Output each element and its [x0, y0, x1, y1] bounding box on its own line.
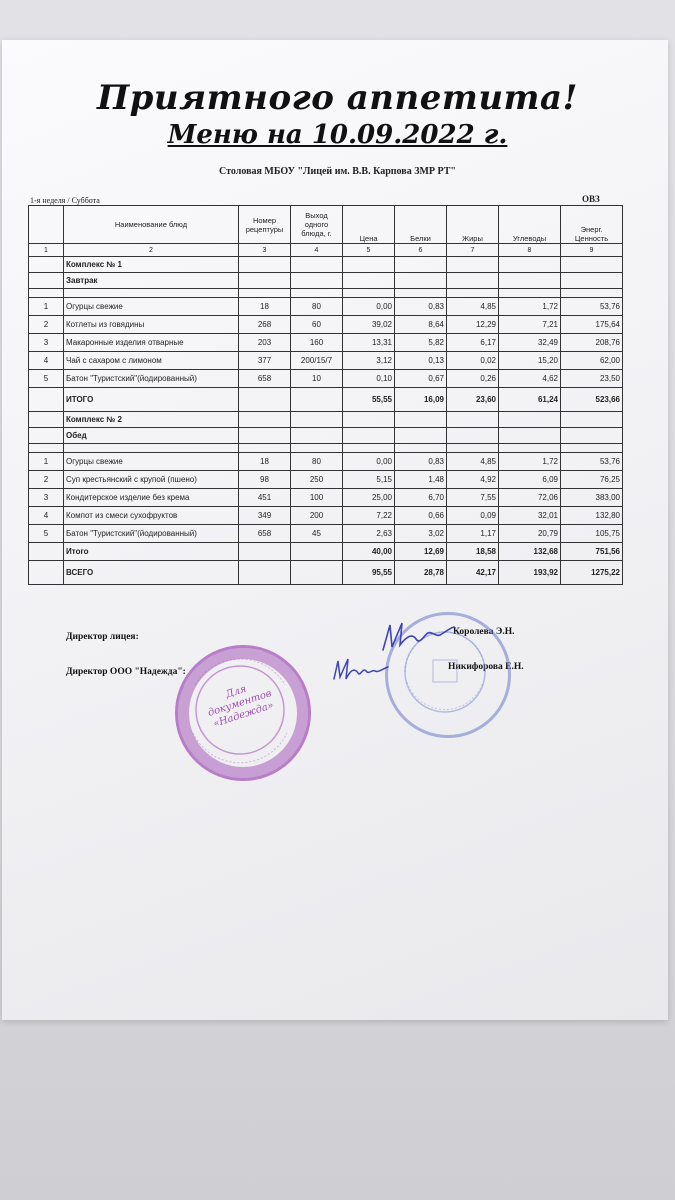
table-row: [29, 370, 623, 388]
total-carbs: 61,24: [499, 388, 561, 412]
col-header-portion-weight: Выход одного блюда, г.: [291, 206, 343, 244]
price: 7,22: [343, 507, 395, 525]
recipe-number: 18: [239, 298, 291, 316]
page-title: Приятного аппетита!: [97, 78, 578, 118]
recipe-number: 451: [239, 489, 291, 507]
carbs: 6,09: [499, 471, 561, 489]
energy: 132,80: [561, 507, 623, 525]
menu-date-title: Меню на 10.09.2022 г.: [167, 120, 508, 150]
dish-name: Компот из смеси сухофруктов: [64, 507, 239, 525]
fats: 0,02: [447, 352, 499, 370]
director-lyceum-label: Директор лицея:: [66, 632, 139, 642]
price: 0,00: [343, 298, 395, 316]
portion-weight: 80: [291, 453, 343, 471]
proteins: 0,13: [395, 352, 447, 370]
col-header-fats: Жиры: [447, 206, 499, 244]
recipe-number: 349: [239, 507, 291, 525]
breakfast-heading-row: [29, 273, 623, 289]
row-number: 3: [29, 489, 64, 507]
price: 0,00: [343, 453, 395, 471]
table-row: [29, 352, 623, 370]
price: 3,12: [343, 352, 395, 370]
fats: 0,26: [447, 370, 499, 388]
table-row: [29, 489, 623, 507]
grand-total-price: 95,55: [343, 561, 395, 585]
row-number: 4: [29, 507, 64, 525]
carbs: 1,72: [499, 453, 561, 471]
carbs: 20,79: [499, 525, 561, 543]
total-label: Итого: [64, 543, 239, 561]
row-number: 4: [29, 352, 64, 370]
table-header-row: [29, 206, 623, 244]
col-number: 2: [64, 244, 239, 257]
energy: 175,64: [561, 316, 623, 334]
price: 25,00: [343, 489, 395, 507]
col-header-energy: Энерг. Ценность: [561, 206, 623, 244]
portion-weight: 250: [291, 471, 343, 489]
carbs: 7,21: [499, 316, 561, 334]
carbs: 1,72: [499, 298, 561, 316]
dish-name: Батон "Туристский"(йодированный): [64, 525, 239, 543]
energy: 53,76: [561, 453, 623, 471]
price: 39,02: [343, 316, 395, 334]
proteins: 3,02: [395, 525, 447, 543]
total-fats: 23,60: [447, 388, 499, 412]
col-number: 4: [291, 244, 343, 257]
col-number: 1: [29, 244, 64, 257]
grand-total-row: [29, 561, 623, 585]
table-row: [29, 316, 623, 334]
director-ooo-name: Никифорова Е.Н.: [448, 662, 524, 672]
total-fats: 18,58: [447, 543, 499, 561]
proteins: 0,67: [395, 370, 447, 388]
carbs: 32,01: [499, 507, 561, 525]
grand-total-proteins: 28,78: [395, 561, 447, 585]
fats: 7,55: [447, 489, 499, 507]
category-label: ОВЗ: [582, 194, 600, 204]
row-number: 5: [29, 525, 64, 543]
dish-name: Суп крестьянский с крупой (пшено): [64, 471, 239, 489]
total-energy: 523,66: [561, 388, 623, 412]
col-number: 3: [239, 244, 291, 257]
energy: 105,75: [561, 525, 623, 543]
portion-weight: 100: [291, 489, 343, 507]
portion-weight: 10: [291, 370, 343, 388]
dish-name: Огурцы свежие: [64, 298, 239, 316]
portion-weight: 160: [291, 334, 343, 352]
dish-name: Батон "Туристский"(йодированный): [64, 370, 239, 388]
grand-total-label: ВСЕГО: [64, 561, 239, 585]
total-price: 40,00: [343, 543, 395, 561]
carbs: 32,49: [499, 334, 561, 352]
proteins: 0,83: [395, 298, 447, 316]
price: 13,31: [343, 334, 395, 352]
organization-name: Столовая МБОУ "Лицей им. В.В. Карпова ЗМР РТ": [219, 166, 456, 177]
dish-name: Котлеты из говядины: [64, 316, 239, 334]
recipe-number: 98: [239, 471, 291, 489]
dish-name: Огурцы свежие: [64, 453, 239, 471]
total-label: ИТОГО: [64, 388, 239, 412]
menu-table: [28, 205, 623, 585]
energy: 383,00: [561, 489, 623, 507]
row-number: 2: [29, 316, 64, 334]
fats: 1,17: [447, 525, 499, 543]
stamp-text: Для документов «Надежда»: [206, 683, 276, 730]
grand-total-energy: 1275,22: [561, 561, 623, 585]
meal-label: Завтрак: [64, 273, 239, 289]
col-number: 7: [447, 244, 499, 257]
fats: 4,85: [447, 453, 499, 471]
col-header-carbs: Углеводы: [499, 206, 561, 244]
complex-1-total-row: [29, 388, 623, 412]
dish-name: Кондитерское изделие без крема: [64, 489, 239, 507]
signature-director-ooo: [330, 653, 392, 688]
col-header-price: Цена: [343, 206, 395, 244]
proteins: 5,82: [395, 334, 447, 352]
total-proteins: 12,69: [395, 543, 447, 561]
complex-2-total-row: [29, 543, 623, 561]
col-number: 8: [499, 244, 561, 257]
lunch-heading-row: [29, 428, 623, 444]
col-header-dish-name: Наименование блюд: [64, 206, 239, 244]
meal-label: Обед: [64, 428, 239, 444]
grand-total-fats: 42,17: [447, 561, 499, 585]
col-number: 9: [561, 244, 623, 257]
energy: 208,76: [561, 334, 623, 352]
dish-name: Макаронные изделия отварные: [64, 334, 239, 352]
table-row: [29, 298, 623, 316]
row-number: 1: [29, 453, 64, 471]
price: 0,10: [343, 370, 395, 388]
total-price: 55,55: [343, 388, 395, 412]
fats: 4,92: [447, 471, 499, 489]
proteins: 0,66: [395, 507, 447, 525]
table-row: [29, 525, 623, 543]
total-proteins: 16,09: [395, 388, 447, 412]
col-header-recipe-number: Номер рецептуры: [239, 206, 291, 244]
col-number: 6: [395, 244, 447, 257]
purple-round-stamp: [175, 645, 311, 781]
complex-1-heading-row: [29, 257, 623, 273]
portion-weight: 200/15/7: [291, 352, 343, 370]
proteins: 6,70: [395, 489, 447, 507]
energy: 23,50: [561, 370, 623, 388]
grand-total-carbs: 193,92: [499, 561, 561, 585]
col-number: 5: [343, 244, 395, 257]
total-energy: 751,56: [561, 543, 623, 561]
recipe-number: 658: [239, 370, 291, 388]
portion-weight: 200: [291, 507, 343, 525]
week-day-label: 1-я неделя / Суббота: [30, 196, 100, 205]
row-number: 2: [29, 471, 64, 489]
energy: 62,00: [561, 352, 623, 370]
proteins: 0,83: [395, 453, 447, 471]
col-header-proteins: Белки: [395, 206, 447, 244]
recipe-number: 658: [239, 525, 291, 543]
recipe-number: 18: [239, 453, 291, 471]
fats: 6,17: [447, 334, 499, 352]
total-carbs: 132,68: [499, 543, 561, 561]
price: 2,63: [343, 525, 395, 543]
col-header-index: [29, 206, 64, 244]
carbs: 4,62: [499, 370, 561, 388]
row-number: 5: [29, 370, 64, 388]
dish-name: Чай с сахаром с лимоном: [64, 352, 239, 370]
row-number: 3: [29, 334, 64, 352]
portion-weight: 45: [291, 525, 343, 543]
complex-label: Комплекс № 1: [64, 257, 239, 273]
proteins: 1,48: [395, 471, 447, 489]
fats: 0,09: [447, 507, 499, 525]
complex-label: Комплекс № 2: [64, 412, 239, 428]
fats: 4,85: [447, 298, 499, 316]
director-lyceum-name: Королева Э.Н.: [453, 627, 515, 637]
recipe-number: 203: [239, 334, 291, 352]
column-number-row: [29, 244, 623, 257]
carbs: 72,06: [499, 489, 561, 507]
director-ooo-label: Директор ООО "Надежда":: [66, 667, 186, 677]
portion-weight: 80: [291, 298, 343, 316]
energy: 53,76: [561, 298, 623, 316]
table-row: [29, 453, 623, 471]
portion-weight: 60: [291, 316, 343, 334]
table-row: [29, 334, 623, 352]
table-row: [29, 507, 623, 525]
fats: 12,29: [447, 316, 499, 334]
row-number: 1: [29, 298, 64, 316]
complex-2-heading-row: [29, 412, 623, 428]
price: 5,15: [343, 471, 395, 489]
recipe-number: 377: [239, 352, 291, 370]
energy: 76,25: [561, 471, 623, 489]
carbs: 15,20: [499, 352, 561, 370]
table-row: [29, 471, 623, 489]
proteins: 8,64: [395, 316, 447, 334]
recipe-number: 268: [239, 316, 291, 334]
